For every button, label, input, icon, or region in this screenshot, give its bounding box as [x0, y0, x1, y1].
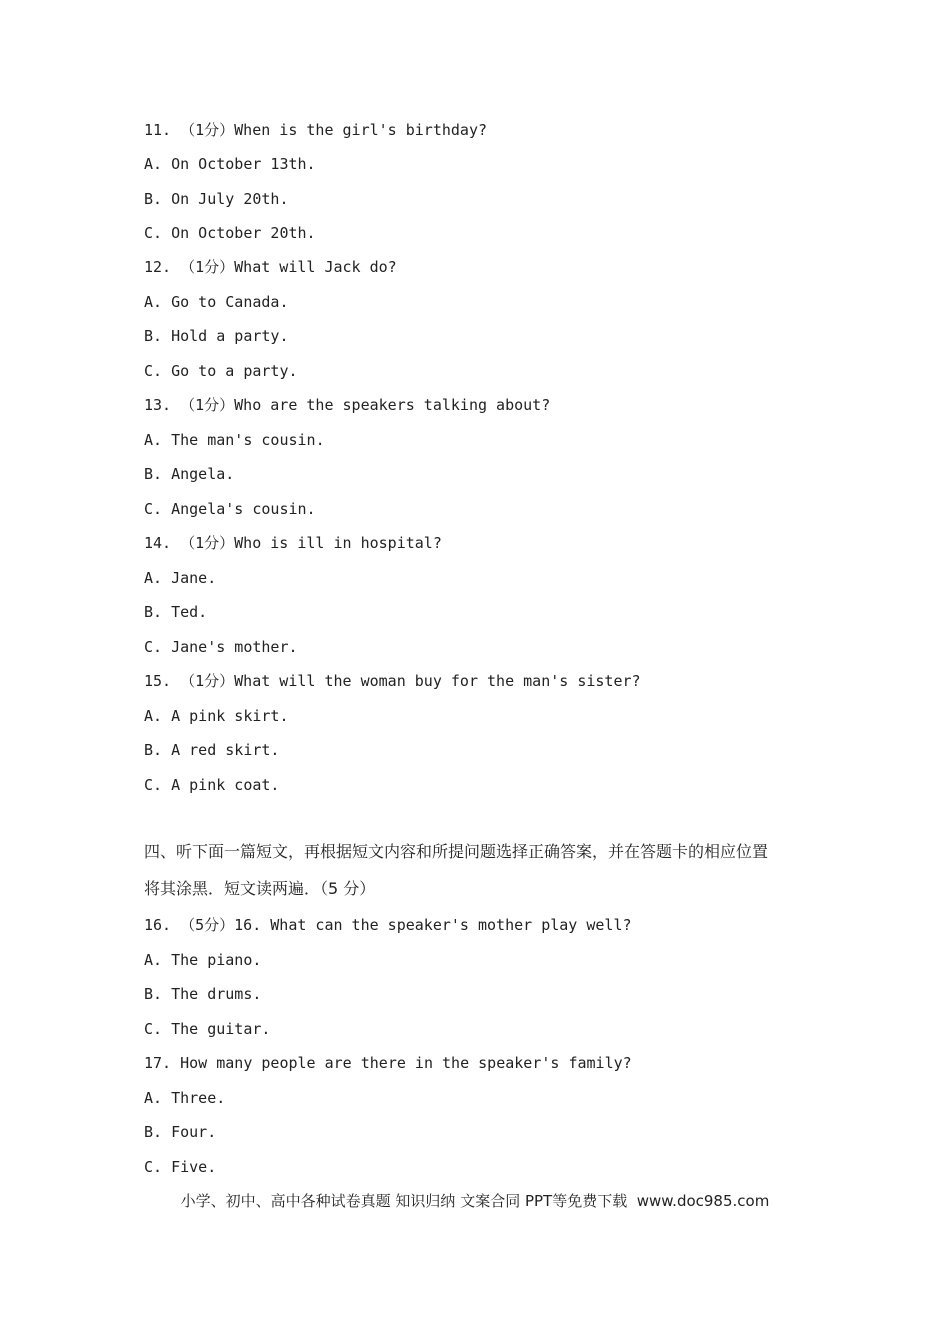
option-14c: C. Jane's mother. — [144, 638, 298, 656]
option-12c: C. Go to a party. — [144, 362, 298, 380]
option-14a: A. Jane. — [144, 569, 217, 587]
question-12: 12. （1分）What will Jack do? — [144, 258, 397, 276]
option-15b: B. A red skirt. — [144, 741, 280, 759]
option-11b: B. On July 20th. — [144, 190, 289, 208]
option-15c: C. A pink coat. — [144, 776, 280, 794]
option-16c: C. The guitar. — [144, 1020, 271, 1038]
section-heading-line1: 四、听下面一篇短文，再根据短文内容和所提问题选择正确答案，并在答题卡的相应位置 — [144, 842, 769, 861]
option-13b: B. Angela. — [144, 465, 235, 483]
option-16a: A. The piano. — [144, 951, 262, 969]
option-14b: B. Ted. — [144, 603, 208, 621]
option-13a: A. The man's cousin. — [144, 431, 325, 449]
question-17: 17. How many people are there in the speaker's family? — [144, 1054, 632, 1072]
option-16b: B. The drums. — [144, 985, 262, 1003]
option-17a: A. Three. — [144, 1089, 226, 1107]
option-15a: A. A pink skirt. — [144, 707, 289, 725]
question-15: 15. （1分）What will the woman buy for the man's sister? — [144, 672, 641, 690]
option-17b: B. Four. — [144, 1123, 217, 1141]
question-13: 13. （1分）Who are the speakers talking about? — [144, 396, 551, 414]
option-12b: B. Hold a party. — [144, 327, 289, 345]
section-heading-line2: 将其涂黑．短文读两遍．（5 分） — [144, 879, 376, 898]
question-11: 11. （1分）When is the girl's birthday? — [144, 121, 488, 139]
option-12a: A. Go to Canada. — [144, 293, 289, 311]
question-14: 14. （1分）Who is ill in hospital? — [144, 534, 442, 552]
page-footer: 小学、初中、高中各种试卷真题 知识归纳 文案合同 PPT等免费下载 www.doc985.com — [180, 1192, 770, 1210]
option-11a: A. On October 13th. — [144, 155, 316, 173]
option-17c: C. Five. — [144, 1158, 217, 1176]
option-13c: C. Angela's cousin. — [144, 500, 316, 518]
option-11c: C. On October 20th. — [144, 224, 316, 242]
question-16: 16. （5分）16. What can the speaker's mother play well? — [144, 916, 632, 934]
